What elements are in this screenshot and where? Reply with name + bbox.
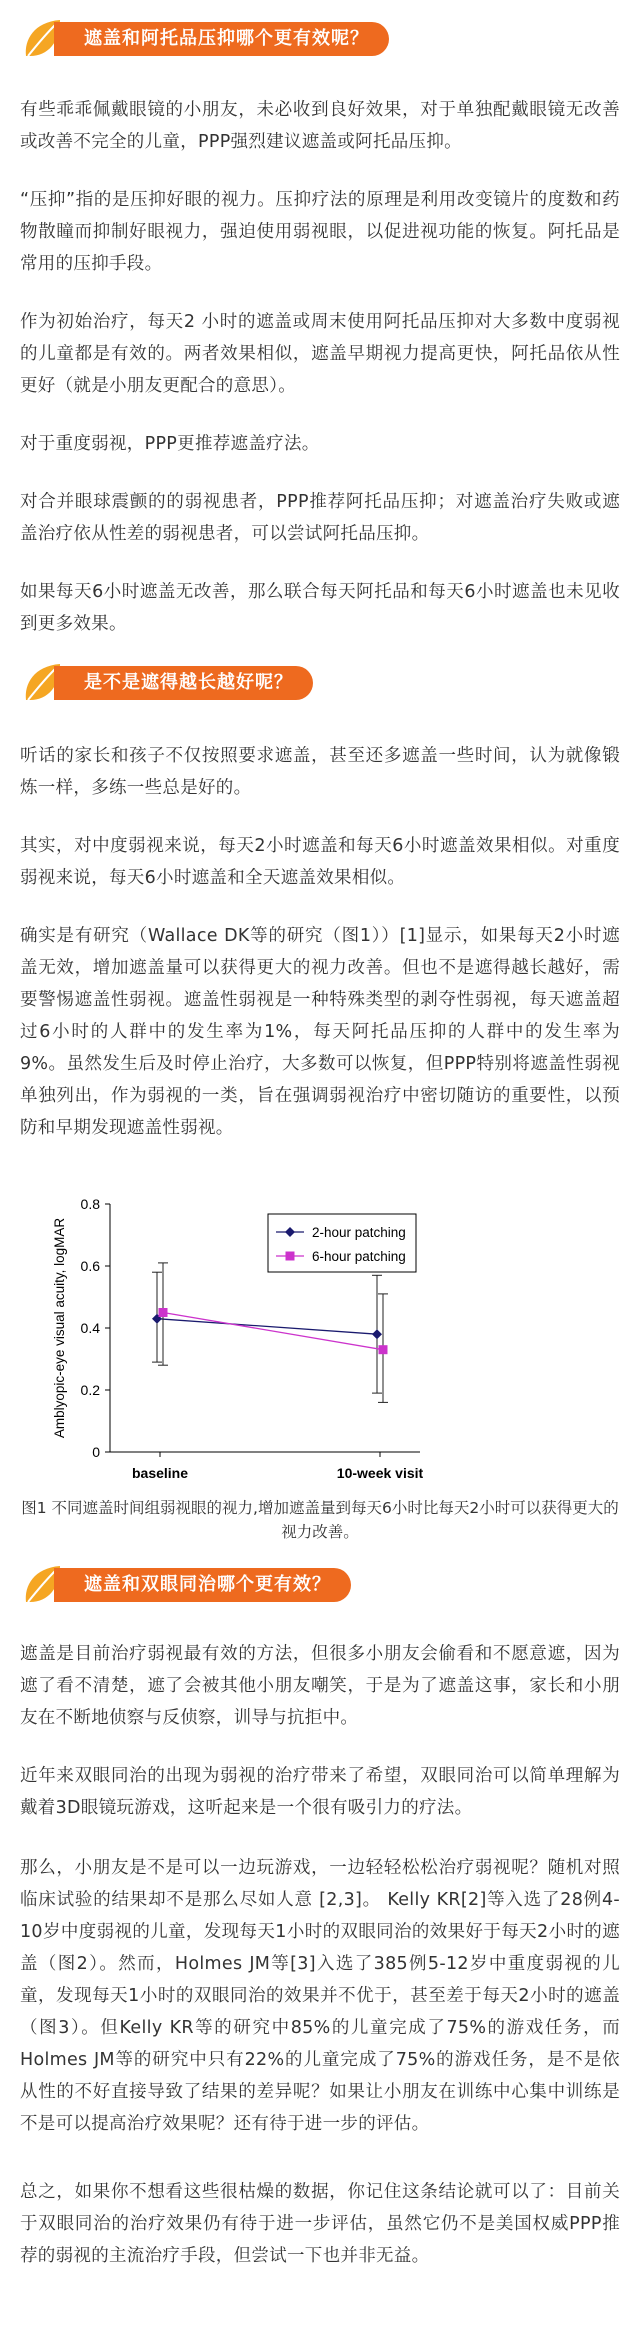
legend-marker [286, 1252, 295, 1261]
section-title: 遮盖和双眼同治哪个更有效？ [54, 1568, 351, 1602]
paragraph: 对合并眼球震颤的的弱视患者，PPP推荐阿托品压抑；对遮盖治疗失败或遮盖治疗依从性差的弱视患者，可以尝试阿托品压抑。 [20, 492, 620, 544]
paragraph: 其实，对中度弱视来说，每天2小时遮盖和每天6小时遮盖效果相似。对重度弱视来说，每天6小时遮盖和全天遮盖效果相似。 [20, 836, 620, 888]
x-tick-label: baseline [131, 1465, 189, 1481]
paragraph: 近年来双眼同治的出现为弱视的治疗带来了希望，双眼同治可以简单理解为戴着3D眼镜玩游戏，这听起来是一个很有吸引力的疗法。 [20, 1766, 620, 1818]
data-point-2 [379, 1345, 388, 1354]
y-tick-label: 0 [92, 1444, 100, 1460]
legend-label: 6-hour patching [312, 1249, 406, 1264]
section-header-1 [20, 16, 620, 62]
paragraph: 有些乖乖佩戴眼镜的小朋友，未必收到良好效果，对于单独配戴眼镜无改善或改善不完全的儿童，PPP强烈建议遮盖或阿托品压抑。 [20, 100, 620, 152]
paragraph: 对于重度弱视，PPP更推荐遮盖疗法。 [20, 434, 320, 454]
y-tick-label: 0.8 [80, 1196, 100, 1212]
figure-caption: 图1 不同遮盖时间组弱视眼的视力,增加遮盖量到每天6小时比每天2小时可以获得更大的视力改善。 [21, 1499, 619, 1541]
data-point-1 [372, 1329, 382, 1339]
paragraph: 听话的家长和孩子不仅按照要求遮盖，甚至还多遮盖一些时间，认为就像锻炼一样，多练一些总是好的。 [20, 746, 620, 798]
y-tick-label: 0.4 [80, 1320, 100, 1336]
paragraph: 那么，小朋友是不是可以一边玩游戏，一边轻轻松松治疗弱视呢？随机对照临床试验的结果却不是那么尽如人意 [2,3]。 Kelly KR[2]等入选了28例4-10岁中度弱视的儿童，发现每天1小时的双眼同治的效果好于每天2小时的遮盖（图2）。然而，Holmes JM等[3]入选了385例5-12岁中重度弱视的儿童，发现每天1小时的双眼同治的效果并不优于，甚至差于每天2小时的遮盖（图3）。但Kelly KR等的研究中85%的儿童完成了75%的游戏任务，而Holmes JM等的研究中只有22%的儿童完成了75%的游戏任务，是不是依从性的不好直接导致了结果的差异呢？如果让小朋友在训练中心集中训练是不是可以提高治疗效果呢？还有待于进一步的评估。 [20, 1858, 620, 2134]
data-point-2 [159, 1308, 168, 1317]
y-axis-label: Amblyopic-eye visual acuity, logMAR [52, 1217, 67, 1439]
paragraph: 如果每天6小时遮盖无改善，那么联合每天阿托品和每天6小时遮盖也未见收到更多效果。 [20, 582, 620, 634]
y-tick-label: 0.2 [80, 1382, 100, 1398]
section-header-2 [20, 660, 620, 706]
section-header-3 [20, 1562, 620, 1608]
series-line-2 [163, 1313, 383, 1350]
paragraph: “压抑”指的是压抑好眼的视力。压抑疗法的原理是利用改变镜片的度数和药物散瞳而抑制好眼视力，强迫使用弱视眼，以促进视功能的恢复。阿托品是常用的压抑手段。 [20, 190, 620, 274]
section-title: 遮盖和阿托品压抑哪个更有效呢？ [54, 22, 389, 56]
legend-label: 2-hour patching [312, 1225, 406, 1240]
paragraph: 遮盖是目前治疗弱视最有效的方法，但很多小朋友会偷看和不愿意遮，因为遮了看不清楚，遮了会被其他小朋友嘲笑，于是为了遮盖这事，家长和小朋友在不断地侦察与反侦察，训导与抗拒中。 [20, 1644, 620, 1728]
paragraph: 作为初始治疗，每天2 小时的遮盖或周末使用阿托品压抑对大多数中度弱视的儿童都是有效的。两者效果相似，遮盖早期视力提高更快，阿托品依从性更好（就是小朋友更配合的意思）。 [20, 312, 620, 396]
paragraph: 确实是有研究（Wallace DK等的研究（图1））[1]显示，如果每天2小时遮盖无效，增加遮盖量可以获得更大的视力改善。但也不是遮得越长越好，需要警惕遮盖性弱视。遮盖性弱视是一种特殊类型的剥夺性弱视，每天遮盖超过6小时的人群中的发生率为1%，每天阿托品压抑的人群中的发生率为9%。虽然发生后及时停止治疗，大多数可以恢复，但PPP特别将遮盖性弱视单独列出，作为弱视的一类，旨在强调弱视治疗中密切随访的重要性，以预防和早期发现遮盖性弱视。 [20, 926, 620, 1138]
section-title: 是不是遮得越长越好呢？ [54, 666, 313, 700]
x-tick-label: 10-week visit [336, 1465, 424, 1481]
paragraph: 总之，如果你不想看这些很枯燥的数据，你记住这条结论就可以了：目前关于双眼同治的治疗效果仍有待于进一步评估，虽然它仍不是美国权威PPP推荐的弱视的主流治疗手段，但尝试一下也并非无益。 [20, 2182, 620, 2266]
y-tick-label: 0.6 [80, 1258, 100, 1274]
series-line-1 [157, 1319, 377, 1335]
visual-acuity-chart [20, 1190, 620, 1490]
